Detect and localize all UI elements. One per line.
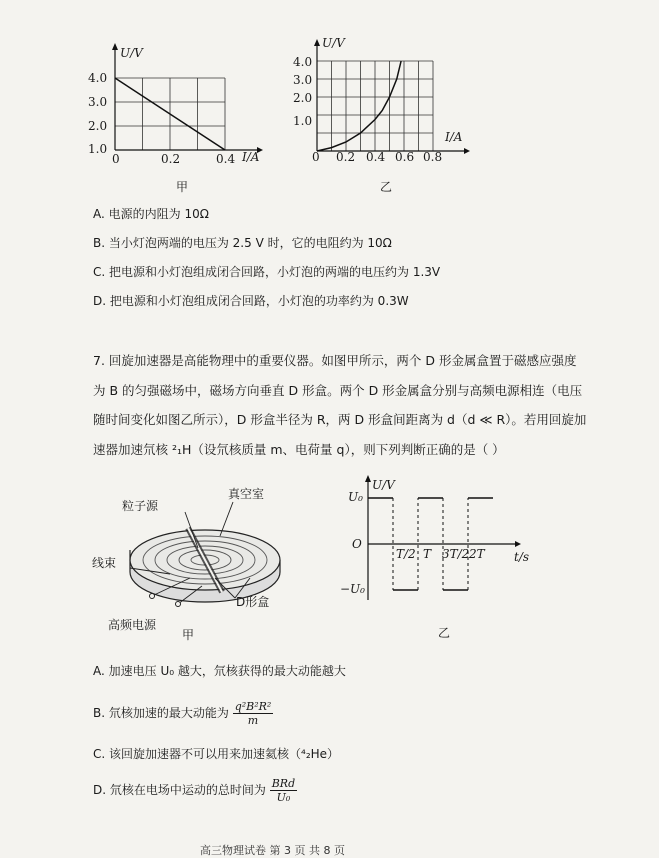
y-tick: 4.0 [88,71,108,85]
y-axis-label: U/V [120,46,143,60]
x-axis-label: I/A [242,150,260,164]
q7-stem-line: 为 B 的匀强磁场中，磁场方向垂直 D 形盒。两个 D 形金属盒分别与高频电源相连（电压 [93,383,583,398]
fraction [270,777,297,804]
voltage-graph [340,470,540,610]
x-tick: 0.2 [336,150,356,164]
y-tick: 3.0 [293,73,313,87]
x-tick: 0.6 [395,150,415,164]
y-axis-label: U/V [322,36,345,50]
q7-stem-line: 速器加速氘核 ²₁H（设氘核质量 m、电荷量 q），则下列判断正确的是（ ） [93,442,505,457]
lamp-curve [317,61,401,151]
x-axis-label: t/s [514,550,530,564]
x-tick: T [423,547,432,561]
y-tick: 1.0 [88,142,108,156]
q7-stem-line: 7. 回旋加速器是高能物理中的重要仪器。如图甲所示，两个 D 形金属盒置于磁感应强度 [93,353,577,368]
numerator: BRd [271,777,296,790]
y-tick: −U₀ [340,582,365,596]
y-tick: 2.0 [88,119,108,133]
y-tick: 4.0 [293,55,313,69]
x-tick: 0.4 [366,150,386,164]
y-tick: U₀ [348,490,363,504]
figure-label-jia2: 甲 [182,628,195,642]
label-hf-source: 高频电源 [108,618,157,632]
x-tick: 0 [112,152,120,166]
option-a: A. 电源的内阻为 10Ω [93,207,209,221]
q7-option-d [93,777,297,804]
x-tick: 3T/2 [442,547,470,561]
numerator: q²B²R² [234,700,272,713]
y-axis-label: U/V [372,478,395,492]
x-tick: 0.8 [423,150,443,164]
q7-option-b [93,700,273,727]
label-particle-source: 粒子源 [122,499,159,513]
q7-option-c: C. 该回旋加速器不可以用来加速氦核（⁴₂He） [93,747,340,761]
figure-label-yi: 乙 [380,180,393,194]
option-d-prefix: D. 氘核在电场中运动的总时间为 [93,783,266,797]
denominator: U₀ [276,791,291,804]
label-vacuum-chamber: 真空室 [228,487,265,501]
origin-label: O [352,537,362,551]
x-tick: 0 [312,150,320,164]
y-tick: 3.0 [88,95,108,109]
x-axis-label: I/A [445,130,463,144]
q7-option-a: A. 加速电压 U₀ 越大，氘核获得的最大动能越大 [93,664,346,678]
option-b-prefix: B. 氘核加速的最大动能为 [93,706,229,720]
label-beam: 线束 [92,556,117,570]
x-tick: 2T [469,547,485,561]
label-d-box: D形盒 [236,595,270,609]
fraction [233,700,274,727]
x-tick: 0.4 [216,152,236,166]
x-tick: 0.2 [161,152,181,166]
q7-stem-line: 随时间变化如图乙所示），D 形盒半径为 R，两 D 形盒间距离为 d（d ≪ R）。若用回旋加 [93,412,587,427]
denominator: m [247,714,259,727]
option-d: D. 把电源和小灯泡组成闭合回路，小灯泡的功率约为 0.3W [93,294,409,308]
page-footer: 高三物理试卷 第 3 页 共 8 页 [200,844,345,857]
option-c: C. 把电源和小灯泡组成闭合回路，小灯泡的两端的电压约为 1.3V [93,265,441,279]
y-tick: 2.0 [293,91,313,105]
figure-label-jia: 甲 [176,180,189,194]
y-tick: 1.0 [293,114,313,128]
option-b: B. 当小灯泡两端的电压为 2.5 V 时，它的电阻约为 10Ω [93,236,392,250]
figure-label-yi2: 乙 [438,626,451,640]
x-tick: T/2 [396,547,416,561]
